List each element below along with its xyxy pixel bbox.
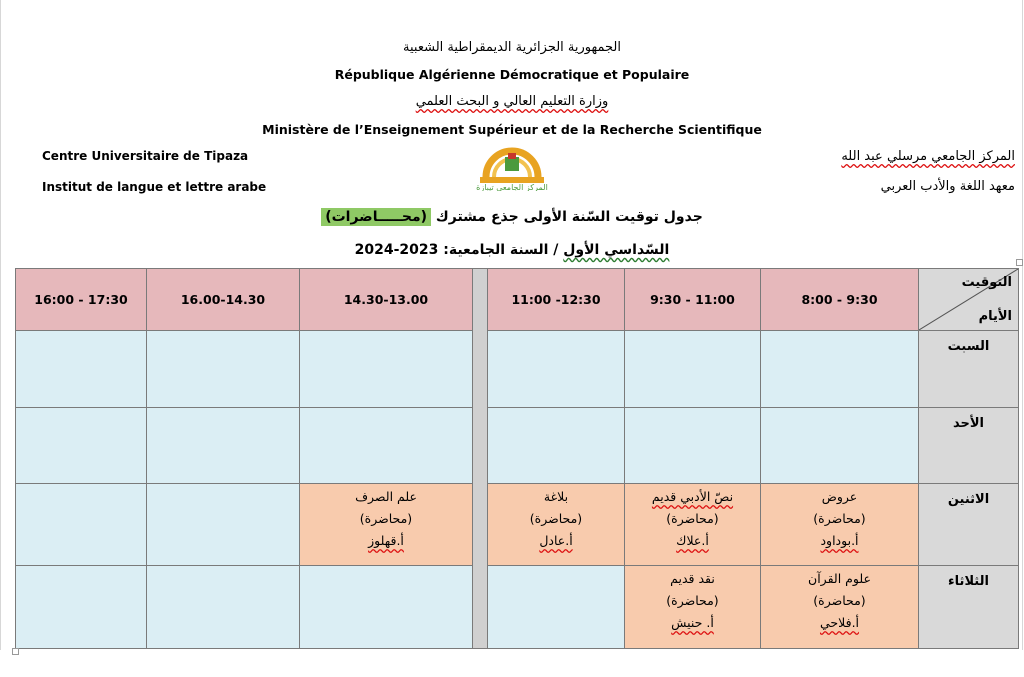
- day-row-tuesday: [16, 566, 1019, 649]
- course-teacher: أ.بوداود: [820, 533, 859, 548]
- lunch-break-separator: [473, 269, 488, 649]
- course-teacher: أ.علاك: [676, 533, 709, 548]
- title-highlight: (محـــــاضرات): [321, 208, 431, 226]
- course-cell-monday-slot1: [761, 484, 919, 566]
- course-subject: بلاغة: [543, 489, 569, 504]
- empty-cell: [625, 408, 761, 484]
- day-monday: الاثنين: [919, 484, 1019, 566]
- empty-cell: [761, 408, 919, 484]
- course-cell-tuesday-slot2: [625, 566, 761, 649]
- time-slot-2: 9:30 - 11:00: [625, 269, 761, 331]
- empty-cell: [625, 331, 761, 408]
- empty-cell: [300, 331, 473, 408]
- empty-cell: [488, 331, 625, 408]
- course-subject: نصّ الأدبي قديم: [651, 489, 734, 504]
- course-teacher: أ.عادل: [539, 533, 573, 548]
- course-teacher: أ.قهلوز: [368, 533, 404, 548]
- republic-arabic: الجمهورية الجزائرية الديمقراطية الشعبية: [403, 40, 621, 55]
- day-row-sunday: [16, 408, 1019, 484]
- empty-cell: [147, 566, 300, 649]
- empty-cell: [300, 408, 473, 484]
- ministry-french: Ministère de l’Enseignement Supérieur et de la Recherche Scientifique: [262, 122, 762, 137]
- institute-name-french: Institut de langue et lettre arabe: [42, 180, 267, 194]
- time-slot-row: [16, 269, 1019, 331]
- course-teacher: أ.فلاحي: [819, 615, 860, 630]
- timetable-title: جدول توقيت السّنة الأولى جذع مشترك (محـــــاضرات): [0, 209, 1024, 225]
- course-type: (محاضرة): [529, 511, 583, 526]
- day-row-monday: [16, 484, 1019, 566]
- time-slot-3: 11:00 -12:30: [488, 269, 625, 331]
- university-logo: [472, 147, 552, 191]
- time-slot-5: 16.00-14.30: [147, 269, 300, 331]
- university-logo-icon: [472, 147, 552, 191]
- course-type: (محاضرة): [813, 511, 866, 526]
- day-row-saturday: [16, 331, 1019, 408]
- empty-cell: [16, 566, 147, 649]
- day-saturday: السبت: [919, 331, 1019, 408]
- svg-text:المركز الجامعي تيبازة: المركز الجامعي تيبازة: [476, 183, 548, 191]
- empty-cell: [147, 484, 300, 566]
- course-type: (محاضرة): [359, 511, 413, 526]
- ministry-arabic: وزارة التعليم العالي و البحث العلمي: [415, 94, 609, 109]
- empty-cell: [300, 566, 473, 649]
- course-cell-monday-slot4: [300, 484, 473, 566]
- center-name-arabic: المركز الجامعي مرسلي عبد الله: [841, 149, 1015, 164]
- empty-cell: [16, 484, 147, 566]
- course-cell-monday-slot3: [488, 484, 625, 566]
- table-move-handle[interactable]: [1016, 259, 1023, 266]
- empty-cell: [488, 566, 625, 649]
- empty-cell: [488, 408, 625, 484]
- time-slot-4: 14.30-13.00: [300, 269, 473, 331]
- center-name-french: Centre Universitaire de Tipaza: [42, 149, 249, 163]
- semester-line: السّداسي الأول / السنة الجامعية: 2023-2024: [354, 242, 670, 258]
- time-slot-6: 16:00 - 17:30: [16, 269, 147, 331]
- course-subject: عروض: [821, 489, 858, 504]
- institute-name-arabic: معهد اللغة والأدب العربي: [880, 179, 1015, 194]
- course-type: (محاضرة): [666, 511, 719, 526]
- course-subject: نقد قديم: [670, 571, 715, 586]
- course-type: (محاضرة): [666, 593, 719, 608]
- course-subject: علم الصرف: [355, 489, 417, 504]
- corner-header: [919, 269, 1019, 331]
- empty-cell: [147, 408, 300, 484]
- course-cell-tuesday-slot1: [761, 566, 919, 649]
- table-resize-handle[interactable]: [12, 648, 19, 655]
- course-type: (محاضرة): [813, 593, 866, 608]
- corner-days-label: الأيام: [978, 309, 1012, 324]
- corner-time-label: التوقيت: [961, 275, 1012, 290]
- day-sunday: الأحد: [919, 408, 1019, 484]
- course-cell-monday-slot2: [625, 484, 761, 566]
- empty-cell: [16, 408, 147, 484]
- empty-cell: [761, 331, 919, 408]
- course-subject: علوم القرآن: [808, 571, 871, 586]
- timetable: [15, 268, 1019, 649]
- course-teacher: أ. حنيش: [671, 615, 714, 630]
- republic-french: République Algérienne Démocratique et Populaire: [334, 67, 690, 82]
- empty-cell: [147, 331, 300, 408]
- time-slot-1: 8:00 - 9:30: [761, 269, 919, 331]
- day-tuesday: الثلاثاء: [919, 566, 1019, 649]
- empty-cell: [16, 331, 147, 408]
